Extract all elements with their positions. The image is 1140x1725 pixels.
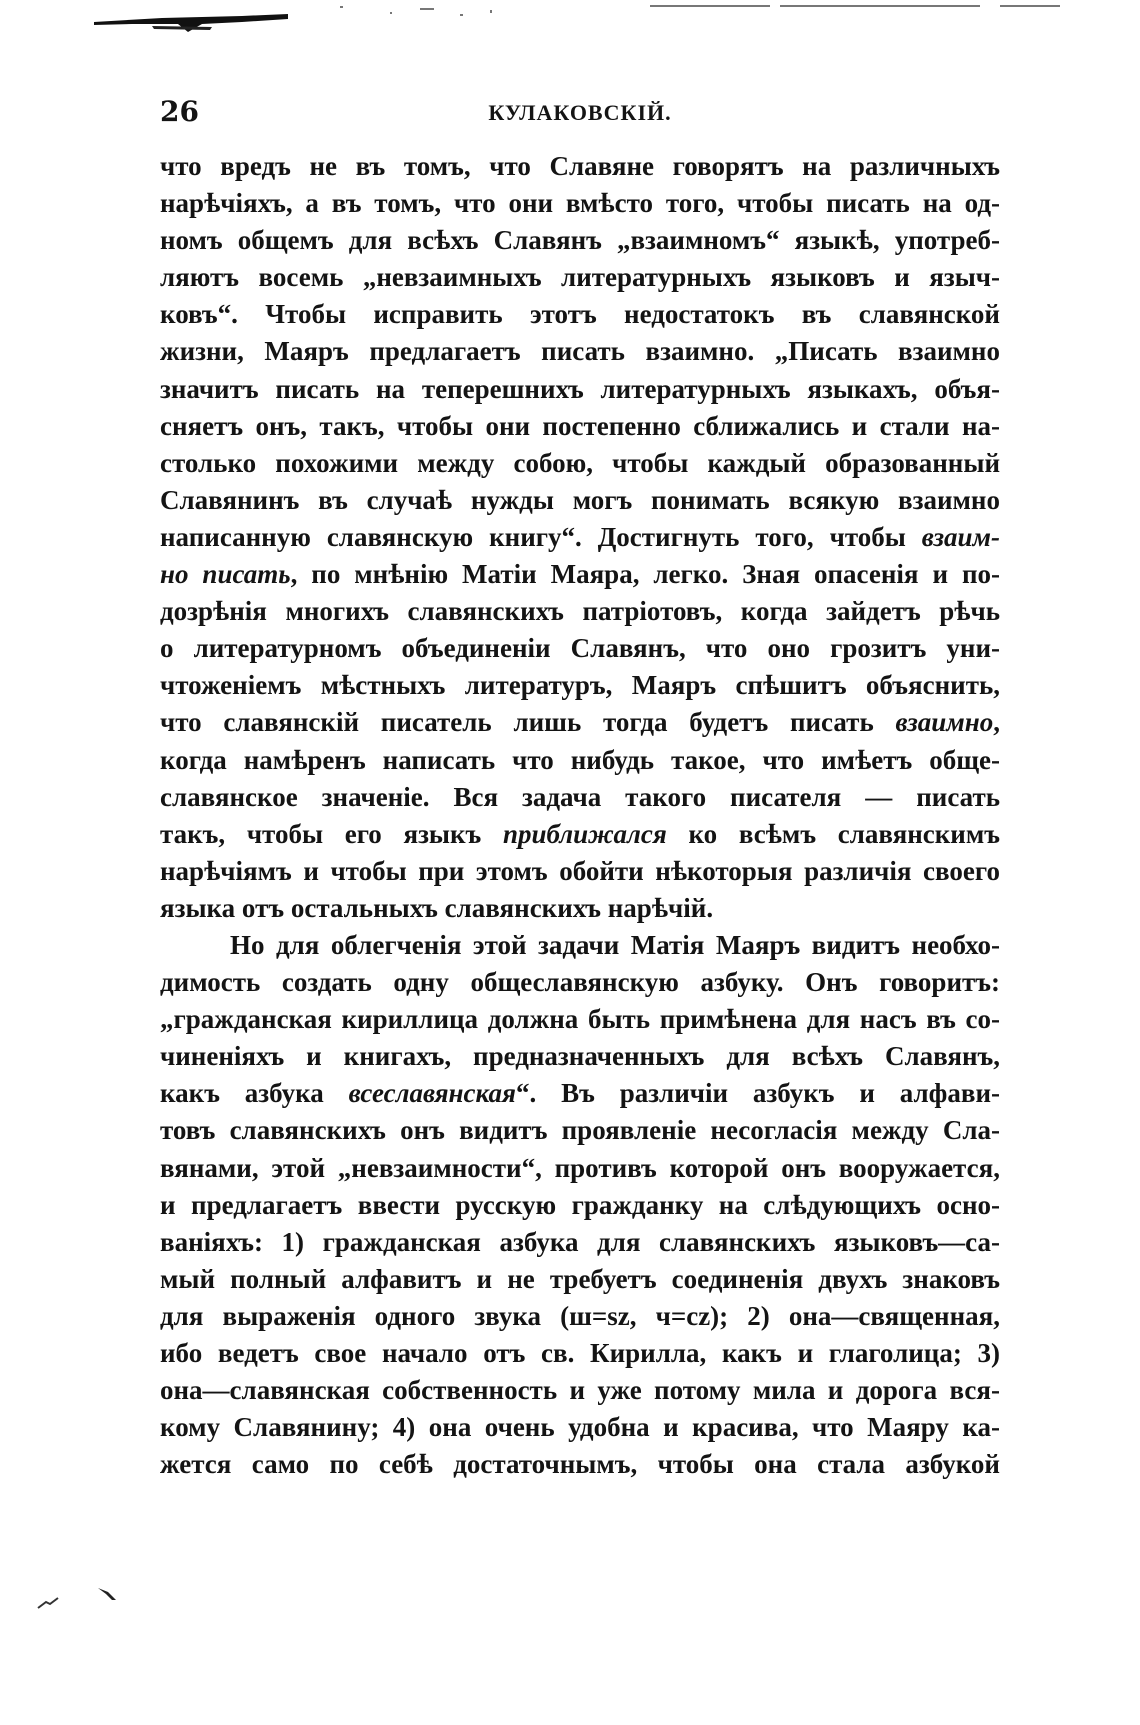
line-text: дозрѣнія многихъ славянскихъ патріотовъ, когда зайдетъ рѣчь <box>160 596 1000 627</box>
text-line <box>160 445 1000 482</box>
line-text: “. Въ различіи азбукъ и алфави- <box>515 1078 1000 1109</box>
line-text: значитъ писать на теперешнихъ литературныхъ языкахъ, объя- <box>160 373 1000 404</box>
text-line <box>160 148 1000 185</box>
text-line <box>160 1298 1000 1335</box>
line-text: она—славянская собственность и уже потому мила и дорога вся- <box>160 1375 1000 1406</box>
running-head: КУЛАКОВСКІЙ. <box>488 100 672 125</box>
text-line <box>160 1335 1000 1372</box>
text-line <box>160 704 1000 741</box>
text-line <box>160 185 1000 222</box>
text-line <box>160 593 1000 630</box>
line-text: жется само по себѣ достаточнымъ, чтобы она стала азбукой <box>160 1449 1000 1480</box>
line-text: ковъ“. Чтобы исправить этотъ недостатокъ въ славянской <box>160 299 1000 330</box>
line-text: столько похожими между собою, чтобы каждый образованный <box>160 447 1000 478</box>
text-line <box>160 1261 1000 1298</box>
text-line <box>160 371 1000 408</box>
line-text: ляютъ восемь „невзаимныхъ литературныхъ языковъ и языч- <box>160 262 1000 293</box>
text-line <box>160 1372 1000 1409</box>
text-line <box>160 779 1000 816</box>
text-line <box>160 630 1000 667</box>
line-text: товъ славянскихъ онъ видитъ проявленіе несогласія между Сла- <box>160 1115 1000 1146</box>
scan-smudge-top <box>92 10 292 36</box>
emphasis-text: всеславянская <box>348 1078 516 1109</box>
emphasis-text: но писать <box>160 559 291 590</box>
line-text: Славянинъ въ случаѣ нужды могъ понимать всякую взаимно <box>160 484 1000 515</box>
text-line <box>160 667 1000 704</box>
line-text: чиненіяхъ и книгахъ, предназначенныхъ для всѣхъ Славянъ, <box>160 1041 1000 1072</box>
line-text: для выраженія одного звука (ш=sz, ч=cz); 2) она—священная, <box>160 1300 1000 1331</box>
text-line <box>160 1001 1000 1038</box>
text-line <box>160 333 1000 370</box>
text-line <box>160 482 1000 519</box>
text-line <box>160 296 1000 333</box>
line-text: нарѣчіямъ и чтобы при этомъ обойти нѣкоторыя различія своего <box>160 855 1000 886</box>
line-text: , <box>993 707 1000 738</box>
text-line <box>160 408 1000 445</box>
line-text: кому Славянину; 4) она очень удобна и красива, что Маяру ка- <box>160 1412 1000 1443</box>
line-text: димость создать одну общеславянскую азбуку. Онъ говоритъ: <box>160 967 1000 998</box>
text-line <box>160 556 1000 593</box>
line-text: „гражданская кириллица должна быть примѣнена для насъ въ со- <box>160 1004 1000 1035</box>
line-text: ко всѣмъ славянскимъ <box>666 818 1000 849</box>
emphasis-text: взаим- <box>921 521 1000 552</box>
line-text: чтоженіемъ мѣстныхъ литературъ, Маяръ спѣшитъ объяснить, <box>160 670 1000 701</box>
text-line <box>160 1112 1000 1149</box>
line-text: жизни, Маяръ предлагаетъ писать взаимно. „Писать взаимно <box>160 336 1000 367</box>
text-line <box>160 1038 1000 1075</box>
text-line <box>160 1409 1000 1446</box>
text-line <box>160 1150 1000 1187</box>
line-text: нарѣчіяхъ, а въ томъ, что они вмѣсто того, чтобы писать на од- <box>160 188 1000 219</box>
scan-smudge-bottom <box>36 1582 126 1612</box>
line-text: когда намѣренъ написать что нибудь такое, что имѣетъ обще- <box>160 744 1000 775</box>
line-text: мый полный алфавитъ и не требуетъ соединенія двухъ знаковъ <box>160 1263 1000 1294</box>
line-text: Но для облегченія этой задачи Матія Маяръ видитъ необхо- <box>230 929 1000 960</box>
text-line <box>160 816 1000 853</box>
line-text: ибо ведетъ свое начало отъ св. Кирилла, какъ и глаголица; 3) <box>160 1338 1000 1368</box>
line-text: и предлагаетъ ввести русскую гражданку на слѣдующихъ осно- <box>160 1189 1000 1220</box>
line-text: языка отъ остальныхъ славянскихъ нарѣчій. <box>160 892 714 923</box>
line-text: о литературномъ объединеніи Славянъ, что оно грозитъ уни- <box>160 633 1000 664</box>
line-text: сняетъ онъ, такъ, чтобы они постепенно сближались и стали на- <box>160 410 1000 441</box>
text-line <box>160 1224 1000 1261</box>
line-text: , по мнѣнію Матіи Маяра, легко. Зная опасенія и по- <box>290 559 1000 590</box>
line-text: написанную славянскую книгу“. Достигнуть того, чтобы <box>160 521 922 552</box>
text-line <box>160 927 1000 964</box>
line-text: такъ, чтобы его языкъ <box>160 818 503 849</box>
text-line <box>160 1187 1000 1224</box>
body-text <box>160 148 1000 1483</box>
line-text: что вредъ не въ томъ, что Славяне говорятъ на различныхъ <box>160 151 1000 181</box>
text-line <box>160 890 1000 927</box>
text-line <box>160 1446 1000 1483</box>
line-text: ваніяхъ: 1) гражданская азбука для славянскихъ языковъ—са- <box>160 1226 1000 1257</box>
line-text: какъ азбука <box>160 1078 349 1109</box>
scan-specks-top <box>300 4 1100 18</box>
page-header <box>160 94 1000 130</box>
emphasis-text: взаимно <box>895 707 994 738</box>
text-line <box>160 519 1000 556</box>
text-line <box>160 259 1000 296</box>
line-text: вянами, этой „невзаимности“, противъ которой онъ вооружается, <box>160 1152 1000 1183</box>
line-text: славянское значеніе. Вся задача такого писателя — писать <box>160 781 1000 812</box>
text-line <box>160 853 1000 890</box>
page-number: 26 <box>160 95 199 128</box>
text-line <box>160 1075 1000 1112</box>
line-text: что славянскій писатель лишь тогда будетъ писать <box>160 707 896 738</box>
text-line <box>160 742 1000 779</box>
line-text: номъ общемъ для всѣхъ Славянъ „взаимномъ“ языкѣ, употреб- <box>160 225 1000 256</box>
text-line <box>160 222 1000 259</box>
text-line <box>160 964 1000 1001</box>
emphasis-text: приближался <box>502 818 667 849</box>
